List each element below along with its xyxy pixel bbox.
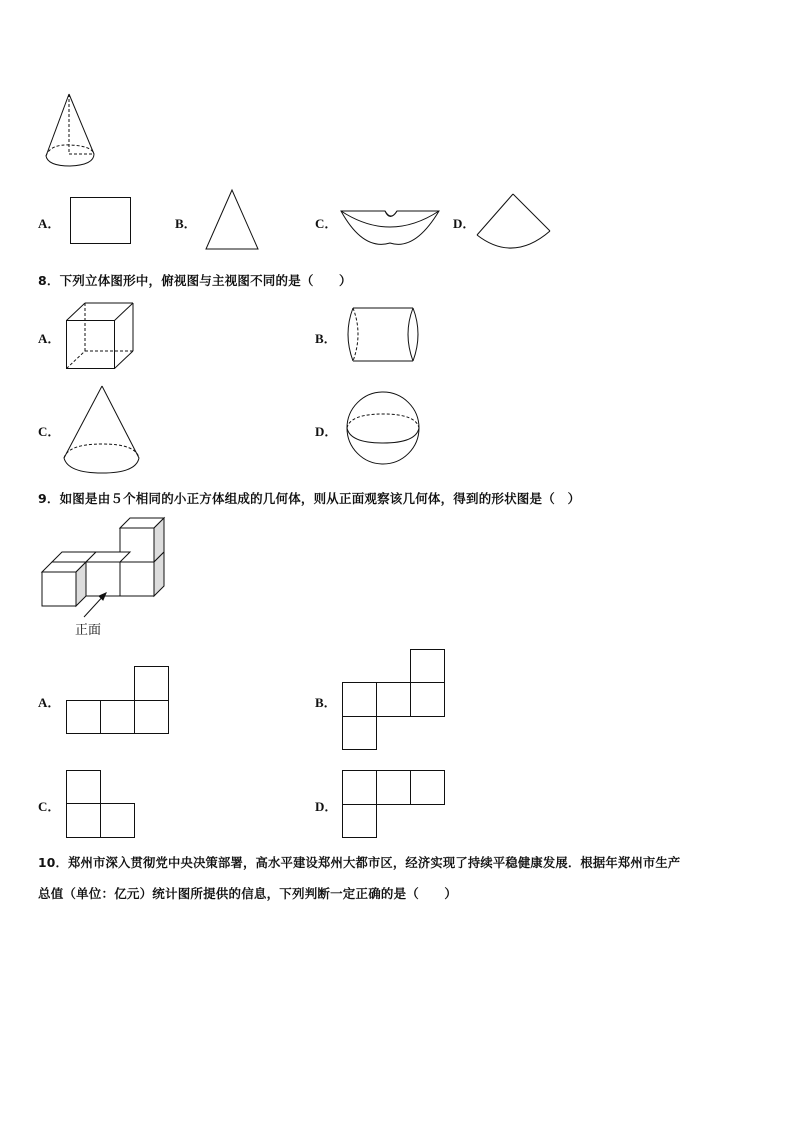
q9-cube-stack-figure — [40, 516, 170, 626]
q9-stem: 9．如图是由５个相同的小正方体组成的几何体，则从正面观察该几何体，得到的形状图是（ ） — [38, 491, 581, 506]
q9-option-c-grid — [66, 770, 138, 840]
q8-option-b-label[interactable]: B． — [315, 331, 337, 346]
q7-option-d-sector — [475, 193, 553, 251]
q7-option-a-label[interactable]: A． — [38, 216, 61, 231]
q7-option-d-label[interactable]: D． — [453, 216, 476, 231]
q7-option-c-label[interactable]: C． — [315, 216, 338, 231]
q8-option-b-cylinder — [343, 306, 425, 364]
q7-option-a-rectangle — [70, 197, 132, 245]
q10-stem-line-2: 总值（单位：亿元）统计图所提供的信息，下列判断一定正确的是（ ） — [38, 886, 458, 901]
q7-option-b-label[interactable]: B． — [175, 216, 197, 231]
q8-option-a-label[interactable]: A． — [38, 331, 61, 346]
q7-option-b-triangle — [204, 189, 260, 251]
q8-option-d-sphere — [344, 390, 424, 466]
q10-stem-line-1: 10．郑州市深入贯彻党中央决策部署，高水平建设郑州大都市区，经济实现了持续平稳健康发展．根据年郑州市生产 — [38, 856, 681, 870]
q8-stem: 8．下列立体图形中，俯视图与主视图不同的是（ ） — [38, 273, 352, 288]
q9-front-label: 正面 — [75, 623, 102, 638]
q9-option-b-grid — [342, 649, 448, 753]
q9-option-d-label[interactable]: D． — [315, 799, 338, 814]
q7-cone-figure — [40, 90, 104, 170]
q9-option-a-label[interactable]: A． — [38, 695, 61, 710]
q9-option-d-grid — [342, 770, 448, 840]
q8-option-c-cone — [62, 384, 142, 476]
q8-option-c-label[interactable]: C． — [38, 424, 61, 439]
q9-option-c-label[interactable]: C． — [38, 799, 61, 814]
q7-option-c-annular-sector — [339, 201, 441, 245]
q8-option-a-cube — [66, 302, 136, 370]
q9-option-b-label[interactable]: B． — [315, 695, 337, 710]
q9-option-a-grid — [66, 666, 170, 736]
q8-option-d-label[interactable]: D． — [315, 424, 338, 439]
